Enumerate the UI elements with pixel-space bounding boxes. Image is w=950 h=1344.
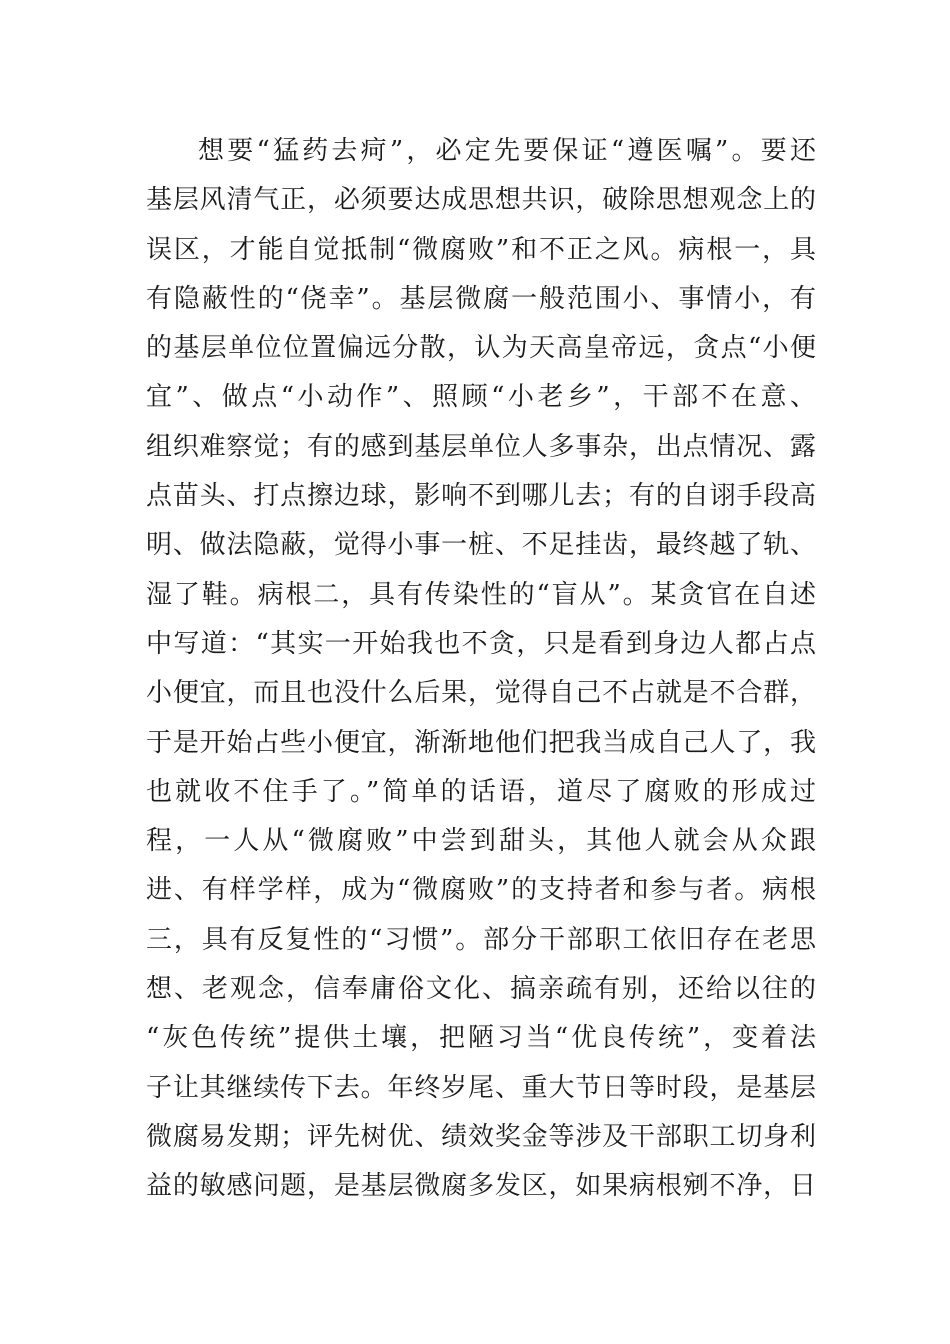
paragraph-line: 中写道：“其实一开始我也不贪，只是看到身边人都占点 xyxy=(146,628,816,659)
paragraph-line: 程，一人从“微腐败”中尝到甜头，其他人就会从众跟 xyxy=(146,826,816,857)
paragraph-line: 三，具有反复性的“习惯”。部分干部职工依旧存在老思 xyxy=(146,924,816,955)
paragraph-line: 基层风清气正，必须要达成思想共识，破除思想观念上的 xyxy=(146,185,816,216)
paragraph-line: 小便宜，而且也没什么后果，觉得自己不占就是不合群， xyxy=(146,678,816,709)
paragraph-line: 组织难察觉；有的感到基层单位人多事杂，出点情况、露 xyxy=(146,431,816,462)
paragraph-line: 明、做法隐蔽，觉得小事一桩、不足挂齿，最终越了轨、 xyxy=(146,530,816,561)
paragraph-line: 微腐易发期；评先树优、绩效奖金等涉及干部职工切身利 xyxy=(146,1121,816,1152)
paragraph-line: 宜”、做点“小动作”、照顾“小老乡”，干部不在意、 xyxy=(146,382,816,413)
paragraph-line: 进、有样学样，成为“微腐败”的支持者和参与者。病根 xyxy=(146,875,816,906)
paragraph-line: 也就收不住手了。”简单的话语，道尽了腐败的形成过 xyxy=(146,776,816,807)
paragraph-line: 益的敏感问题，是基层微腐多发区，如果病根剜不净，日 xyxy=(146,1171,816,1202)
body-paragraph xyxy=(146,127,816,1212)
paragraph-line: 子让其继续传下去。年终岁尾、重大节日等时段，是基层 xyxy=(146,1072,816,1103)
paragraph-line: 有隐蔽性的“侥幸”。基层微腐一般范围小、事情小，有 xyxy=(146,283,816,314)
paragraph-line: 的基层单位位置偏远分散，认为天高皇帝远，贪点“小便 xyxy=(146,333,816,364)
paragraph-line: 点苗头、打点擦边球，影响不到哪儿去；有的自诩手段高 xyxy=(146,481,816,512)
paragraph-line: 想、老观念，信奉庸俗文化、搞亲疏有别，还给以往的 xyxy=(146,974,816,1005)
paragraph-line: 于是开始占些小便宜，渐渐地他们把我当成自己人了，我 xyxy=(146,727,816,758)
paragraph-line: 湿了鞋。病根二，具有传染性的“盲从”。某贪官在自述 xyxy=(146,579,816,610)
paragraph-line: 想要“猛药去疴”，必定先要保证“遵医嘱”。要还 xyxy=(198,136,816,166)
paragraph-line: 误区，才能自觉抵制“微腐败”和不正之风。病根一，具 xyxy=(146,234,816,265)
paragraph-line: “灰色传统”提供土壤，把陋习当“优良传统”，变着法 xyxy=(146,1023,816,1054)
